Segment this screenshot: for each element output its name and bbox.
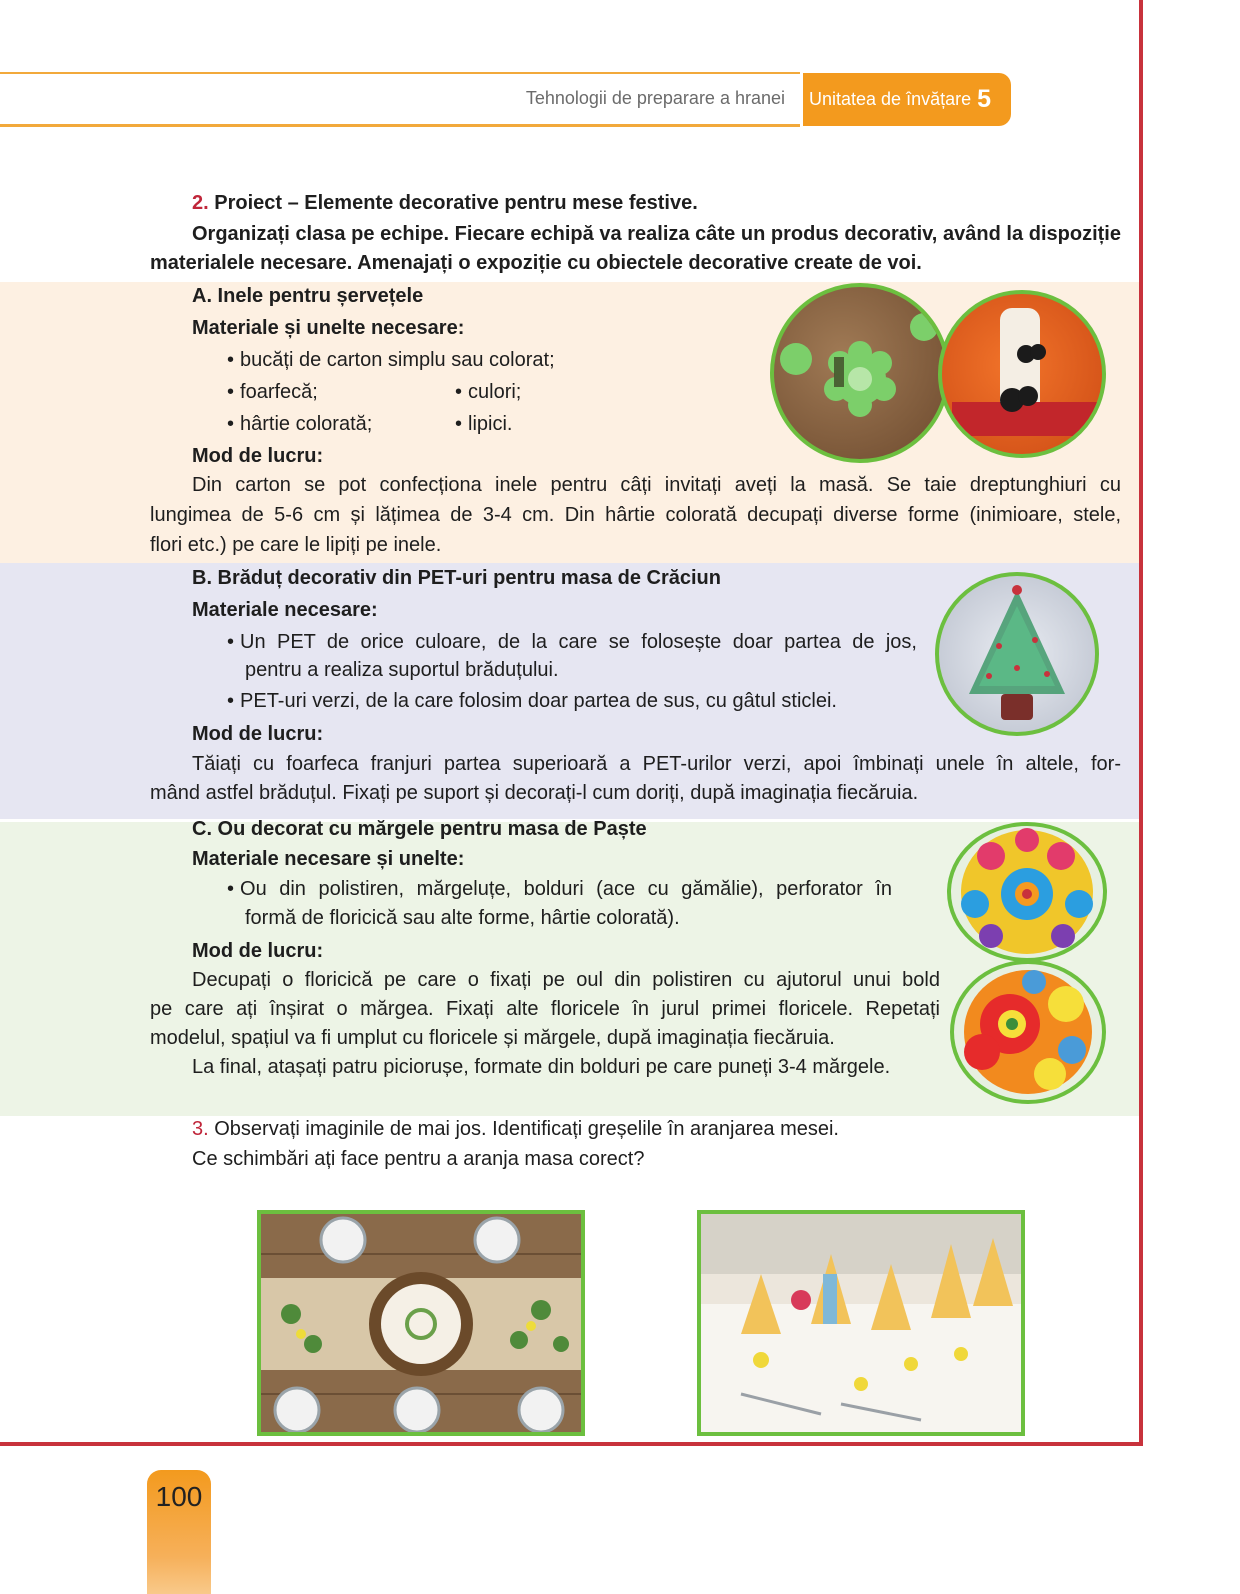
section-c-method-2: pe care ați înșirat o mărgea. Fixați alte floricele în jurul primei floricele. Repetați (150, 998, 940, 1020)
pet-christmas-tree-photo (935, 572, 1099, 736)
section-c-method-heading: Mod de lucru: (192, 940, 324, 962)
section-a-title: A. Inele pentru șervețele (192, 285, 424, 307)
section-b-method-1: Tăiați cu foarfeca franjuri partea superioară a PET-urilor verzi, apoi îmbinați unele în altele, for- (192, 753, 1121, 775)
section-a-method-3: flori etc.) pe care le lipiți pe inele. (150, 534, 442, 556)
task-title: Proiect – Elemente decorative pentru mese festive. (214, 192, 698, 214)
unit-number: 5 (977, 85, 992, 113)
section-b-item-1: • Un PET de orice culoare, de la care se folosește doar partea de jos, (227, 627, 917, 657)
table-setting-photo-wood (257, 1210, 585, 1436)
section-a-item-scissors: • foarfecă; (227, 377, 318, 407)
section-a-method-1: Din carton se pot confecționa inele pentru câți invitați aveți la masă. Se taie dreptunghiuri cu (192, 474, 1121, 496)
task-3-line-1 (192, 1114, 839, 1144)
chapter-title: Tehnologii de preparare a hranei (525, 88, 785, 108)
napkin-ring-roll-photo (938, 290, 1106, 458)
unit-label: Unitatea de învățare (809, 89, 972, 109)
section-b-item-1-cont: pentru a realiza suportul brăduțului. (245, 659, 559, 681)
table-setting-photo-white (697, 1210, 1025, 1436)
task-number: 3. (192, 1118, 209, 1140)
section-b-title: B. Brăduț decorativ din PET-uri pentru masa de Crăciun (192, 567, 721, 589)
beaded-egg-photo-1 (947, 822, 1107, 962)
section-c-method-3: modelul, spațiul va fi umplut cu floricele și mărgele, după imaginația fiecăruia. (150, 1027, 835, 1049)
section-c-item-1-cont: formă de floricică sau alte forme, hârtie colorată). (245, 907, 680, 929)
section-b-materials-heading: Materiale necesare: (192, 599, 378, 621)
page-frame-right (1139, 0, 1143, 1446)
task-2-intro-1: Organizați clasa pe echipe. Fiecare echipă va realiza câte un produs decorativ, având la dispoziție (192, 223, 1121, 245)
section-c-materials-heading: Materiale necesare și unelte: (192, 848, 465, 870)
section-a-item-cardboard: • bucăți de carton simplu sau colorat; (227, 345, 555, 375)
header-rule-top (0, 72, 800, 74)
header-rule-bottom (0, 124, 800, 127)
section-c-item-1: • Ou din polistiren, mărgeluțe, bolduri (ace cu gămălie), perforator în (227, 874, 892, 904)
section-a-method-heading: Mod de lucru: (192, 445, 324, 467)
section-c-method-4: La final, atașați patru piciorușe, formate din bolduri pe care puneți 3-4 mărgele. (192, 1056, 891, 1078)
page-number: 100 (155, 1481, 203, 1512)
section-a-item-colors: • culori; (455, 377, 521, 407)
section-a-item-paper: • hârtie colorată; (227, 409, 372, 439)
task-2-title (192, 188, 698, 218)
task-2-intro-2: materialele necesare. Amenajați o expoziție cu obiectele decorative create de voi. (150, 252, 922, 274)
section-b-item-2: • PET-uri verzi, de la care folosim doar partea de sus, cu gâtul sticlei. (227, 686, 837, 716)
page-frame-bottom (0, 1442, 1143, 1446)
task-3-question: Observați imaginile de mai jos. Identificați greșelile în aranjarea mesei. (214, 1118, 839, 1140)
section-c-method-1: Decupați o floricică pe care o fixați pe oul din polistiren cu ajutorul unui bold (192, 969, 940, 991)
task-number: 2. (192, 192, 209, 214)
section-a-item-glue: • lipici. (455, 409, 512, 439)
section-a-method-2: lungimea de 5-6 cm și lățimea de 3-4 cm. Din hârtie colorată decupați diverse forme (inimioare, stele, (150, 504, 1121, 526)
task-3-line-2: Ce schimbări ați face pentru a aranja masa corect? (192, 1148, 645, 1170)
section-b-method-heading: Mod de lucru: (192, 723, 324, 745)
section-b-method-2: mând astfel brăduțul. Fixați pe suport și decorați-l cum doriți, după imaginația fiecăruia. (150, 782, 919, 804)
beaded-egg-photo-2 (950, 960, 1106, 1104)
section-a-materials-heading: Materiale și unelte necesare: (192, 317, 465, 339)
napkin-ring-flowers-photo (770, 283, 950, 463)
unit-badge (803, 73, 1011, 126)
section-c-title: C. Ou decorat cu mărgele pentru masa de Paște (192, 818, 647, 840)
